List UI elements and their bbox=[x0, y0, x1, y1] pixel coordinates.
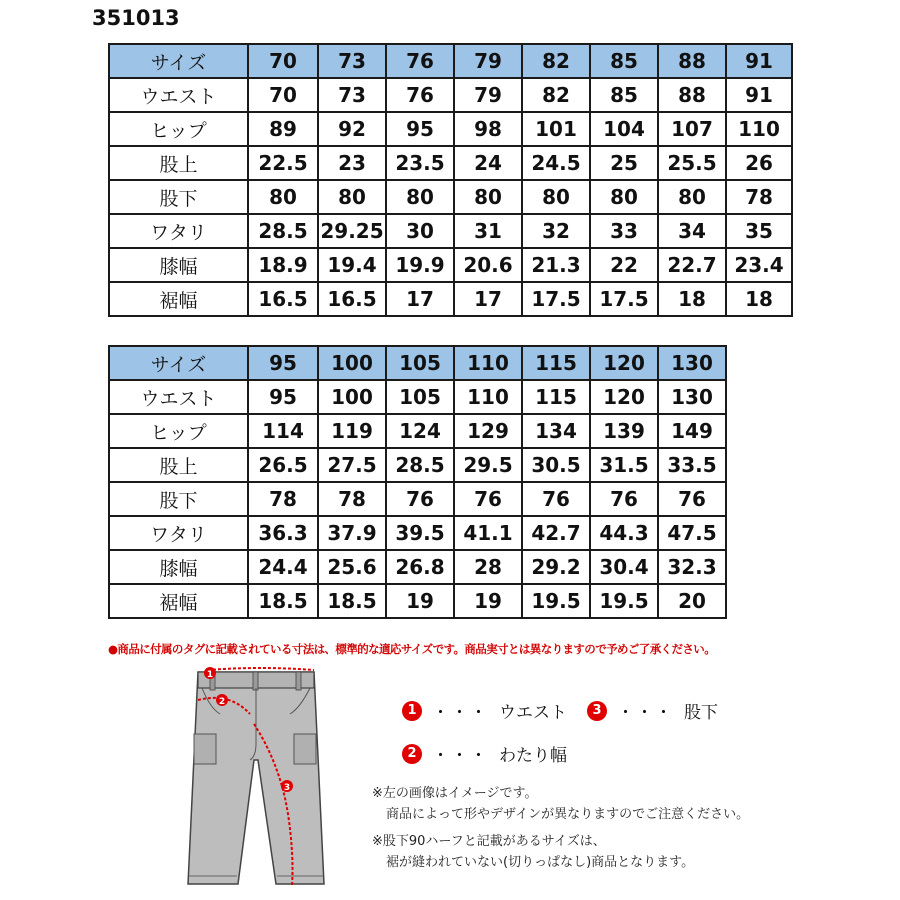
row-label-cell: ワタリ bbox=[109, 516, 248, 550]
legend-num-3: 3 bbox=[587, 701, 607, 721]
row-label-cell: ヒップ bbox=[109, 112, 248, 146]
table-cell: 22.7 bbox=[658, 248, 726, 282]
table-row bbox=[109, 112, 792, 146]
table-cell: 23.4 bbox=[726, 248, 792, 282]
table-cell: 134 bbox=[522, 414, 590, 448]
marker-2: 2 bbox=[218, 697, 226, 707]
table-cell: 27.5 bbox=[318, 448, 386, 482]
table-cell: 85 bbox=[590, 78, 658, 112]
table-cell: 76 bbox=[522, 482, 590, 516]
table-cell: 33.5 bbox=[658, 448, 726, 482]
table-cell: 41.1 bbox=[454, 516, 522, 550]
table-cell: 78 bbox=[248, 482, 318, 516]
legend-dots: ・・・ bbox=[432, 703, 489, 723]
table-cell: 25.6 bbox=[318, 550, 386, 584]
table-cell: 31.5 bbox=[590, 448, 658, 482]
legend-dots: ・・・ bbox=[432, 746, 489, 766]
table-cell: 120 bbox=[590, 380, 658, 414]
size-disclaimer: ●商品に付属のタグに記載されている寸法は、標準的な適応サイズです。商品実寸とは異なりますので予めご了承ください。 bbox=[108, 642, 716, 656]
row-label-cell: 膝幅 bbox=[109, 550, 248, 584]
table-cell: 17 bbox=[454, 282, 522, 316]
image-note bbox=[372, 783, 749, 825]
table-row bbox=[109, 248, 792, 282]
row-label-cell: 裾幅 bbox=[109, 282, 248, 316]
table-cell: 20 bbox=[658, 584, 726, 618]
table-cell: 32 bbox=[522, 214, 590, 248]
table-cell: 26.5 bbox=[248, 448, 318, 482]
table-cell: 80 bbox=[522, 180, 590, 214]
table-cell: 19 bbox=[454, 584, 522, 618]
table-cell: 124 bbox=[386, 414, 454, 448]
table-cell: 26 bbox=[726, 146, 792, 180]
table-cell: 76 bbox=[386, 482, 454, 516]
table-cell: 110 bbox=[454, 346, 522, 380]
pants-diagram bbox=[180, 664, 330, 892]
marker-1: 1 bbox=[206, 670, 214, 680]
table-cell: 73 bbox=[318, 44, 386, 78]
table-cell: 18.9 bbox=[248, 248, 318, 282]
table-cell: 25 bbox=[590, 146, 658, 180]
table-cell: 24 bbox=[454, 146, 522, 180]
table-cell: 23.5 bbox=[386, 146, 454, 180]
legend-row-1 bbox=[402, 698, 718, 723]
row-label-cell: 股上 bbox=[109, 448, 248, 482]
table-cell: 21.3 bbox=[522, 248, 590, 282]
table-cell: 80 bbox=[386, 180, 454, 214]
table-cell: 100 bbox=[318, 346, 386, 380]
table-cell: 91 bbox=[726, 44, 792, 78]
table-cell: 19.4 bbox=[318, 248, 386, 282]
table-cell: 17.5 bbox=[590, 282, 658, 316]
table-cell: 17.5 bbox=[522, 282, 590, 316]
half-note bbox=[372, 831, 694, 873]
row-label-cell: ウエスト bbox=[109, 380, 248, 414]
table-cell: 32.3 bbox=[658, 550, 726, 584]
table-cell: 80 bbox=[318, 180, 386, 214]
legend-label-waist: ウエスト bbox=[499, 703, 567, 723]
table-cell: 119 bbox=[318, 414, 386, 448]
table-cell: 34 bbox=[658, 214, 726, 248]
table-cell: 29.5 bbox=[454, 448, 522, 482]
table-cell: 82 bbox=[522, 44, 590, 78]
table-cell: 95 bbox=[386, 112, 454, 146]
table-cell: 115 bbox=[522, 346, 590, 380]
legend-num-2: 2 bbox=[402, 744, 422, 764]
table-cell: 33 bbox=[590, 214, 658, 248]
table-cell: 76 bbox=[658, 482, 726, 516]
table-cell: 20.6 bbox=[454, 248, 522, 282]
table-cell: 30 bbox=[386, 214, 454, 248]
note2-line1: ※股下90ハーフと記載があるサイズは、 bbox=[372, 834, 606, 849]
table-cell: 24.4 bbox=[248, 550, 318, 584]
table-cell: 19.5 bbox=[590, 584, 658, 618]
table-cell: 39.5 bbox=[386, 516, 454, 550]
table-cell: 104 bbox=[590, 112, 658, 146]
table-cell: 70 bbox=[248, 44, 318, 78]
table-cell: 105 bbox=[386, 346, 454, 380]
row-label-cell: 股下 bbox=[109, 180, 248, 214]
table-cell: 25.5 bbox=[658, 146, 726, 180]
table-cell: 76 bbox=[454, 482, 522, 516]
table-cell: 73 bbox=[318, 78, 386, 112]
table-cell: 70 bbox=[248, 78, 318, 112]
table-cell: 88 bbox=[658, 44, 726, 78]
table-cell: 88 bbox=[658, 78, 726, 112]
table-cell: 80 bbox=[248, 180, 318, 214]
row-label-cell: ヒップ bbox=[109, 414, 248, 448]
table-cell: 36.3 bbox=[248, 516, 318, 550]
note1-line2: 商品によって形やデザインが異なりますのでご注意ください。 bbox=[386, 807, 750, 822]
table-cell: 82 bbox=[522, 78, 590, 112]
table-row bbox=[109, 550, 726, 584]
table-cell: 19.9 bbox=[386, 248, 454, 282]
row-label-cell: 股上 bbox=[109, 146, 248, 180]
table-cell: 110 bbox=[454, 380, 522, 414]
table-cell: 76 bbox=[386, 78, 454, 112]
table-cell: 115 bbox=[522, 380, 590, 414]
table-cell: 29.25 bbox=[318, 214, 386, 248]
table-cell: 79 bbox=[454, 44, 522, 78]
table-cell: 76 bbox=[590, 482, 658, 516]
table-cell: 100 bbox=[318, 380, 386, 414]
table-cell: 28.5 bbox=[386, 448, 454, 482]
row-label-cell: 裾幅 bbox=[109, 584, 248, 618]
table-row bbox=[109, 584, 726, 618]
table-cell: 101 bbox=[522, 112, 590, 146]
size-table-1 bbox=[108, 43, 793, 317]
table-cell: 95 bbox=[248, 346, 318, 380]
table-row bbox=[109, 448, 726, 482]
legend-row-2 bbox=[402, 741, 567, 766]
marker-3: 3 bbox=[283, 783, 291, 793]
table-cell: 30.5 bbox=[522, 448, 590, 482]
table-cell: 130 bbox=[658, 346, 726, 380]
table-cell: 80 bbox=[590, 180, 658, 214]
table-cell: 37.9 bbox=[318, 516, 386, 550]
table-cell: 18.5 bbox=[248, 584, 318, 618]
legend-label-inseam: 股下 bbox=[684, 703, 718, 723]
table-cell: 16.5 bbox=[318, 282, 386, 316]
table-cell: 130 bbox=[658, 380, 726, 414]
table-cell: 139 bbox=[590, 414, 658, 448]
table-cell: 92 bbox=[318, 112, 386, 146]
table-cell: 28 bbox=[454, 550, 522, 584]
table-cell: 149 bbox=[658, 414, 726, 448]
product-code: 351013 bbox=[92, 6, 180, 30]
table-cell: 85 bbox=[590, 44, 658, 78]
table-cell: 78 bbox=[726, 180, 792, 214]
table-cell: 114 bbox=[248, 414, 318, 448]
table-cell: 107 bbox=[658, 112, 726, 146]
table-cell: 18 bbox=[726, 282, 792, 316]
table-cell: 47.5 bbox=[658, 516, 726, 550]
table-cell: 78 bbox=[318, 482, 386, 516]
table-cell: 19.5 bbox=[522, 584, 590, 618]
row-label-cell: 膝幅 bbox=[109, 248, 248, 282]
table-cell: 17 bbox=[386, 282, 454, 316]
table-cell: 110 bbox=[726, 112, 792, 146]
table-row bbox=[109, 78, 792, 112]
table-row bbox=[109, 180, 792, 214]
table-cell: 22.5 bbox=[248, 146, 318, 180]
table-cell: 129 bbox=[454, 414, 522, 448]
table-header-row bbox=[109, 346, 726, 380]
table-cell: 120 bbox=[590, 346, 658, 380]
table-cell: 80 bbox=[454, 180, 522, 214]
table-cell: 89 bbox=[248, 112, 318, 146]
note2-line2: 裾が縫われていない(切りっぱなし)商品となります。 bbox=[386, 855, 695, 870]
table-cell: 98 bbox=[454, 112, 522, 146]
table-row bbox=[109, 282, 792, 316]
table-cell: 105 bbox=[386, 380, 454, 414]
size-table-2 bbox=[108, 345, 727, 619]
table-row bbox=[109, 482, 726, 516]
row-label-cell: サイズ bbox=[109, 346, 248, 380]
table-row bbox=[109, 214, 792, 248]
table-cell: 42.7 bbox=[522, 516, 590, 550]
table-row bbox=[109, 146, 792, 180]
table-cell: 18.5 bbox=[318, 584, 386, 618]
table-cell: 76 bbox=[386, 44, 454, 78]
table-cell: 31 bbox=[454, 214, 522, 248]
table-header-row bbox=[109, 44, 792, 78]
table-cell: 26.8 bbox=[386, 550, 454, 584]
legend-label-thigh: わたり幅 bbox=[499, 746, 567, 766]
table-cell: 95 bbox=[248, 380, 318, 414]
table-cell: 24.5 bbox=[522, 146, 590, 180]
table-cell: 91 bbox=[726, 78, 792, 112]
table-cell: 22 bbox=[590, 248, 658, 282]
table-cell: 28.5 bbox=[248, 214, 318, 248]
table-cell: 80 bbox=[658, 180, 726, 214]
table-cell: 30.4 bbox=[590, 550, 658, 584]
note1-line1: ※左の画像はイメージです。 bbox=[372, 786, 538, 801]
table-cell: 19 bbox=[386, 584, 454, 618]
table-cell: 29.2 bbox=[522, 550, 590, 584]
legend-dots: ・・・ bbox=[617, 703, 674, 723]
legend-num-1: 1 bbox=[402, 701, 422, 721]
table-row bbox=[109, 380, 726, 414]
row-label-cell: 股下 bbox=[109, 482, 248, 516]
table-cell: 16.5 bbox=[248, 282, 318, 316]
row-label-cell: ワタリ bbox=[109, 214, 248, 248]
row-label-cell: ウエスト bbox=[109, 78, 248, 112]
table-cell: 23 bbox=[318, 146, 386, 180]
table-cell: 79 bbox=[454, 78, 522, 112]
row-label-cell: サイズ bbox=[109, 44, 248, 78]
table-row bbox=[109, 516, 726, 550]
table-cell: 35 bbox=[726, 214, 792, 248]
table-cell: 44.3 bbox=[590, 516, 658, 550]
table-cell: 18 bbox=[658, 282, 726, 316]
table-row bbox=[109, 414, 726, 448]
